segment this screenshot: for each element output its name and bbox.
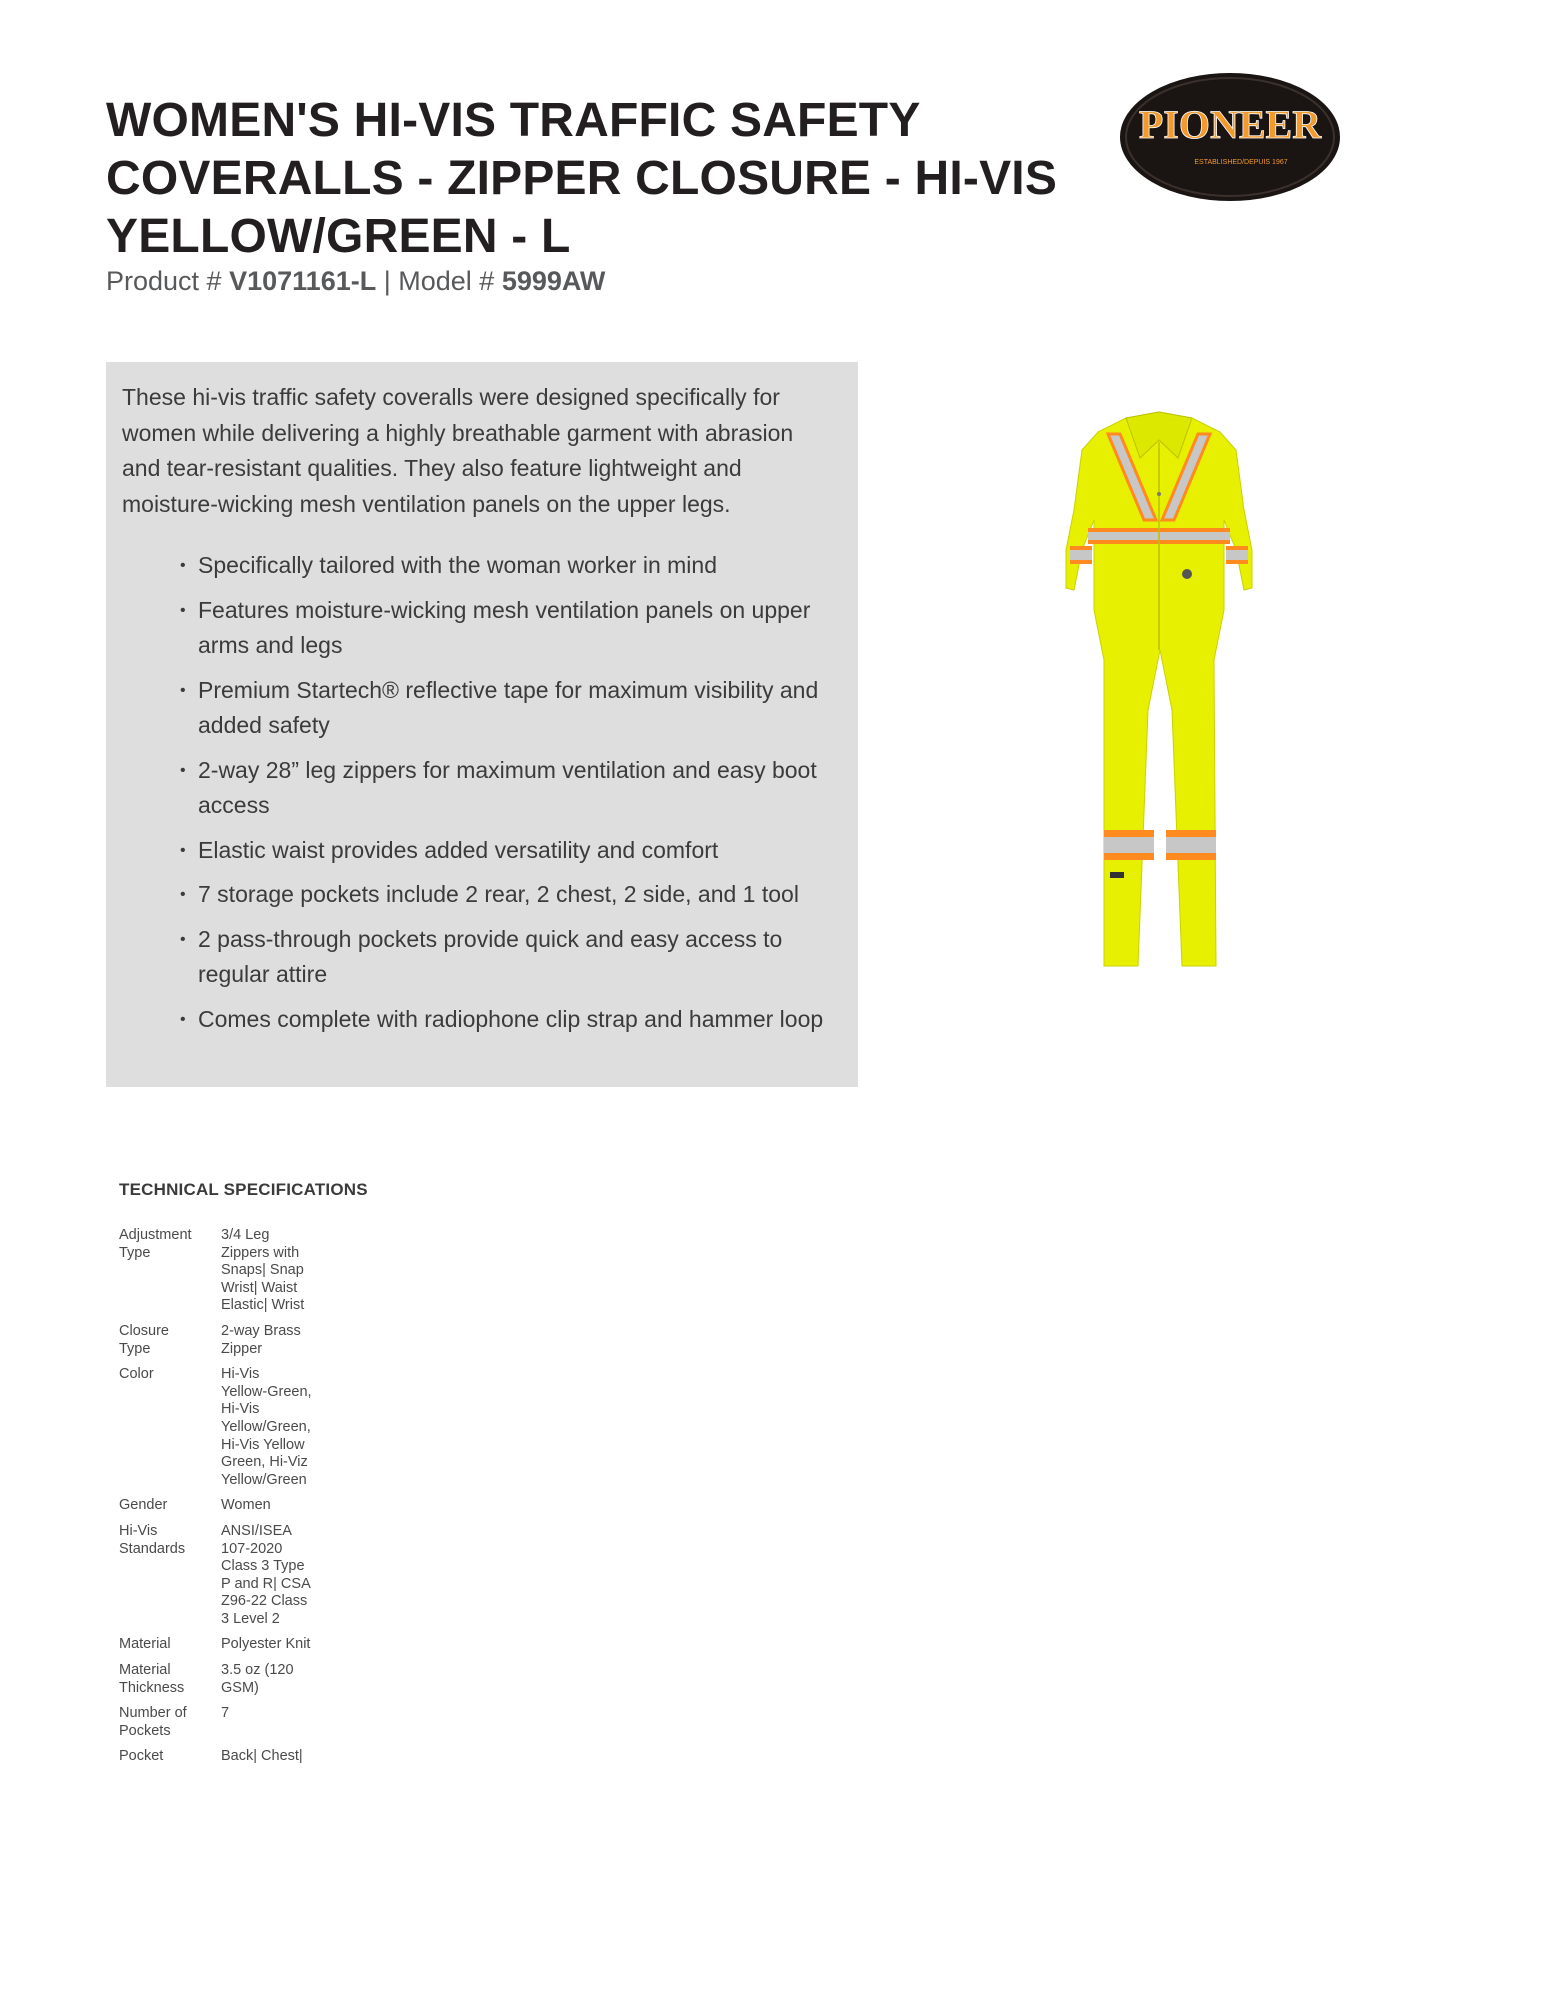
bullet: •: [180, 886, 186, 903]
spec-value-line: Women: [221, 1497, 271, 1514]
bullet: •: [180, 557, 186, 574]
bullet: •: [180, 1010, 186, 1028]
spec-value-line: Zippers with: [221, 1244, 300, 1261]
spec-value-line: 107-2020: [221, 1540, 283, 1557]
feature-text: Features moisture-wicking mesh ventilation panels on upper arms and legs: [198, 596, 811, 658]
product-label: Product #: [106, 266, 222, 296]
spec-value: [221, 1366, 325, 1497]
logo-wordmark: PIONEER: [1138, 102, 1322, 147]
specs-table: [119, 1227, 325, 1774]
title-line: WOMEN'S HI-VIS TRAFFIC SAFETY: [106, 94, 921, 147]
spec-label-line: Material: [119, 1636, 171, 1653]
title-line: COVERALLS - ZIPPER CLOSURE - HI-VIS: [106, 152, 1058, 205]
spec-value-line: Yellow-Green,: [221, 1383, 312, 1400]
spec-label-line: Number of: [119, 1705, 187, 1722]
title-line: YELLOW/GREEN - L: [106, 210, 571, 263]
bullet: •: [180, 930, 186, 948]
spec-label: [119, 1366, 221, 1497]
feature-item: [182, 593, 830, 664]
spec-value: [221, 1497, 325, 1523]
spec-value: [221, 1323, 325, 1366]
spec-label: [119, 1636, 221, 1662]
feature-item: [182, 673, 830, 744]
spec-label-line: Pockets: [119, 1722, 171, 1739]
spec-value-line: Polyester Knit: [221, 1636, 311, 1653]
spec-value-line: Back| Chest|: [221, 1748, 303, 1765]
spec-value-line: Yellow/Green: [221, 1471, 307, 1488]
logo-tagline: ESTABLISHED/DEPUIS 1967: [1194, 159, 1288, 166]
spec-value-line: Hi-Vis Yellow: [221, 1436, 305, 1453]
spec-row: [119, 1497, 325, 1523]
feature-item: [182, 922, 830, 993]
spec-label: [119, 1227, 221, 1323]
pioneer-logo: [1117, 70, 1343, 204]
spec-label: [119, 1662, 221, 1705]
description-panel: [106, 362, 858, 1087]
feature-text: 2-way 28” leg zippers for maximum ventilation and easy boot access: [198, 756, 817, 818]
spec-value-line: Elastic| Wrist: [221, 1297, 305, 1314]
spec-row: [119, 1748, 325, 1774]
spec-value: [221, 1705, 325, 1748]
spec-label-line: Color: [119, 1366, 154, 1383]
spec-value-line: Hi-Vis: [221, 1401, 260, 1418]
spec-value-line: Hi-Vis: [221, 1366, 260, 1383]
bullet: •: [180, 681, 186, 699]
spec-value-line: Wrist| Waist: [221, 1279, 298, 1296]
spec-label: [119, 1523, 221, 1637]
spec-value-line: P and R| CSA: [221, 1575, 311, 1592]
model-number: 5999AW: [501, 266, 606, 296]
spec-label: [119, 1705, 221, 1748]
spec-value: [221, 1748, 325, 1774]
spec-value-line: Yellow/Green,: [221, 1418, 311, 1435]
spec-value-line: 2-way Brass: [221, 1322, 301, 1339]
page-title: [106, 92, 1066, 266]
specs-heading: TECHNICAL SPECIFICATIONS: [119, 1180, 368, 1199]
spec-label-line: Type: [119, 1244, 151, 1261]
product-number: V1071161-L: [229, 266, 377, 296]
spec-value-line: Zipper: [221, 1340, 263, 1357]
spec-label-line: Adjustment: [119, 1227, 192, 1243]
spec-row: [119, 1323, 325, 1366]
feature-text: Elastic waist provides added versatility and comfort: [198, 836, 719, 863]
spec-label: [119, 1323, 221, 1366]
feature-item: [182, 1002, 830, 1038]
spec-value: [221, 1662, 325, 1705]
spec-label: [119, 1497, 221, 1523]
feature-text: 2 pass-through pockets provide quick and easy access to regular attire: [198, 925, 783, 987]
spec-value: [221, 1227, 325, 1323]
spec-value-line: 7: [221, 1705, 230, 1722]
feature-item: [182, 877, 830, 913]
spec-row: [119, 1636, 325, 1662]
description-intro: These hi-vis traffic safety coveralls were designed specifically for women while delivering a highly breathable garment with abrasion and tear-resistant qualities. They also feature lightweight and moisture-wicking mesh ventilation panels on the upper legs.: [122, 384, 794, 517]
spec-row: [119, 1523, 325, 1637]
spec-label: [119, 1748, 221, 1774]
spec-value-line: GSM): [221, 1679, 259, 1696]
feature-item: [182, 833, 830, 869]
feature-text: 7 storage pockets include 2 rear, 2 chest, 2 side, and 1 tool: [198, 881, 799, 907]
spec-row: [119, 1705, 325, 1748]
spec-value-line: Green, Hi-Viz: [221, 1454, 308, 1471]
spec-value-line: ANSI/ISEA: [221, 1522, 292, 1539]
model-label: Model #: [398, 266, 495, 296]
bullet: •: [180, 841, 186, 859]
spec-label-line: Hi-Vis: [119, 1522, 158, 1539]
spec-row: [119, 1366, 325, 1497]
spec-label-line: Thickness: [119, 1679, 185, 1696]
spec-value-line: Snaps| Snap: [221, 1262, 304, 1279]
spec-label-line: Gender: [119, 1497, 168, 1514]
feature-text: Specifically tailored with the woman worker in mind: [198, 552, 717, 578]
feature-item: [182, 753, 830, 824]
product-model-line: [106, 264, 605, 298]
spec-value-line: Class 3 Type: [221, 1558, 305, 1575]
feature-list: [122, 548, 830, 1037]
spec-label-line: Type: [119, 1340, 151, 1357]
spec-label-line: Pocket: [119, 1748, 164, 1765]
spec-value-line: 3/4 Leg: [221, 1227, 270, 1243]
spec-value: [221, 1636, 325, 1662]
feature-text: Comes complete with radiophone clip strap and hammer loop: [198, 1005, 824, 1032]
spec-value-line: Z96-22 Class: [221, 1593, 308, 1610]
bullet: •: [180, 601, 186, 619]
feature-item: [182, 548, 830, 584]
hi-vis-coverall-icon: [1048, 410, 1270, 980]
spec-label-line: Closure: [119, 1322, 169, 1339]
separator: |: [383, 266, 391, 296]
feature-text: Premium Startech® reflective tape for maximum visibility and added safety: [198, 676, 819, 738]
bullet: •: [180, 761, 186, 779]
spec-row: [119, 1662, 325, 1705]
spec-value-line: 3.5 oz (120: [221, 1662, 294, 1679]
spec-value: [221, 1523, 325, 1637]
spec-label-line: Standards: [119, 1540, 186, 1557]
spec-value-line: 3 Level 2: [221, 1610, 280, 1627]
spec-row: [119, 1227, 325, 1323]
spec-label-line: Material: [119, 1662, 171, 1679]
